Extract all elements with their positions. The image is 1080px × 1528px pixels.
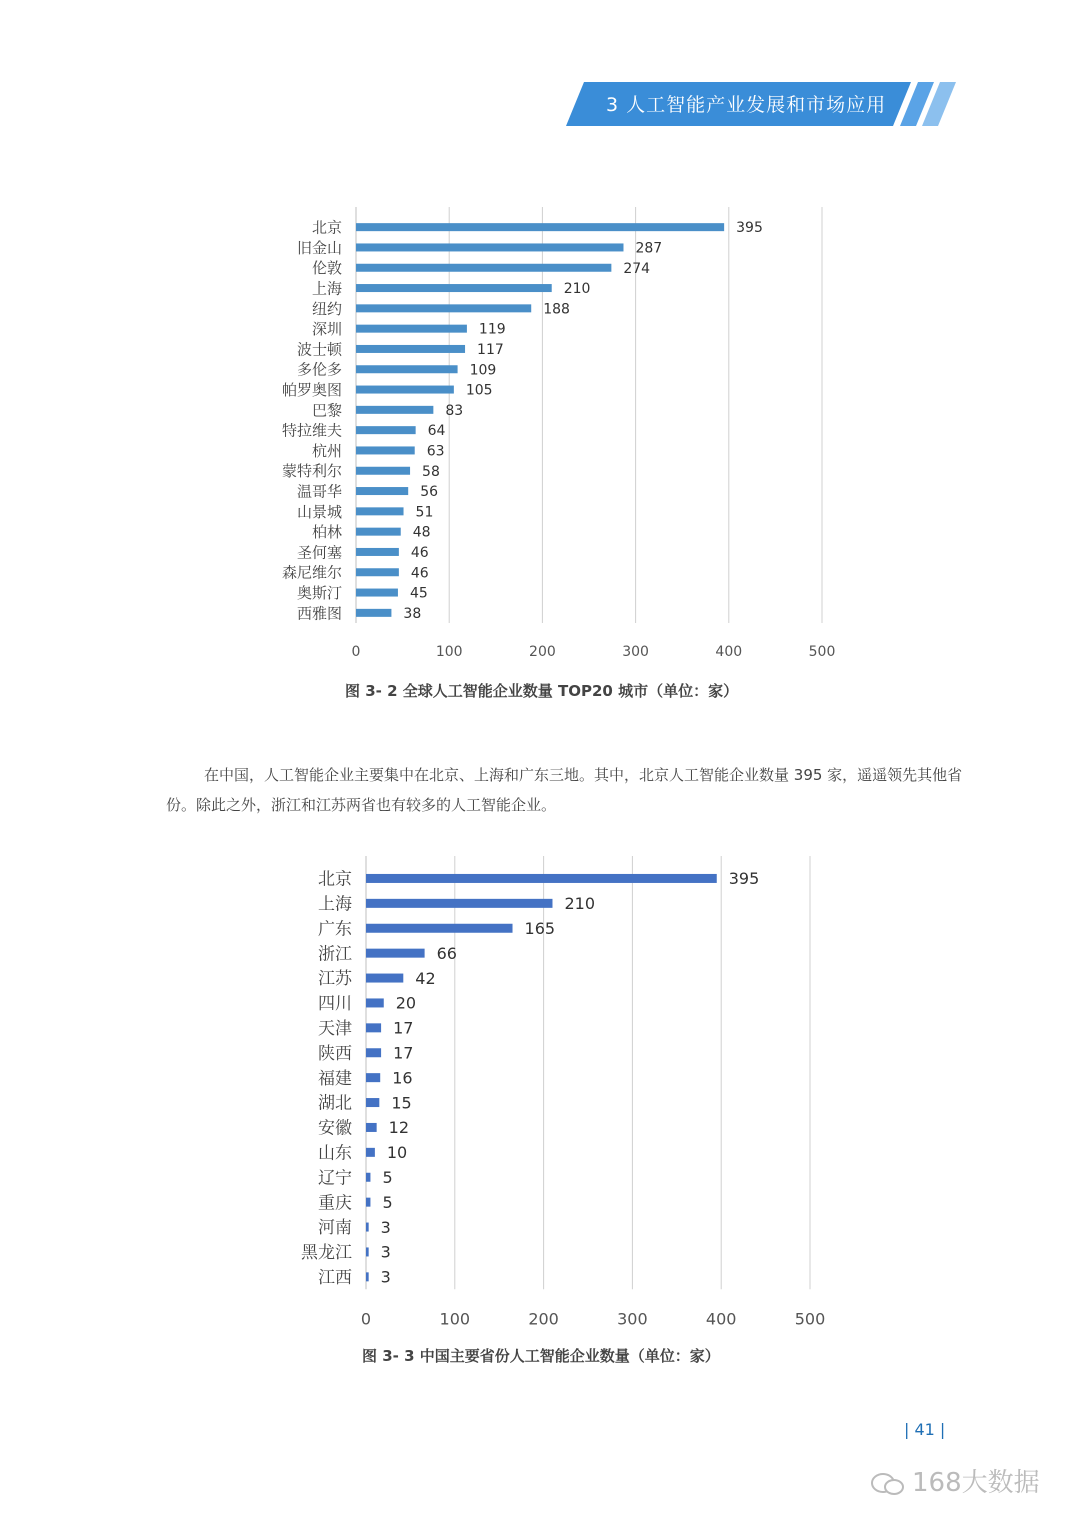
category-label: 北京 [311,218,342,237]
category-label: 北京 [318,869,352,890]
category-label: 江西 [318,1267,352,1288]
bar [356,365,458,373]
category-label: 温哥华 [296,482,342,501]
x-tick-label: 0 [351,644,361,660]
data-label: 395 [728,869,760,889]
data-label: 64 [427,423,446,440]
data-label: 3 [380,1242,391,1262]
bar [356,446,415,454]
bar [356,426,416,434]
category-label: 纽约 [311,299,342,318]
data-label: 48 [412,524,431,541]
data-label: 15 [391,1093,412,1113]
category-label: 杭州 [311,441,342,460]
bar [356,243,623,251]
bar [366,874,717,883]
page-number: | 41 | [904,1420,946,1439]
bar [366,1123,377,1132]
data-label: 274 [623,260,651,277]
bar [366,1272,369,1281]
category-label: 特拉维夫 [281,421,342,440]
province-bar-chart [0,855,1080,1325]
data-label: 17 [393,1043,414,1063]
category-label: 广东 [318,919,352,940]
bar [356,568,399,576]
bar [356,325,467,333]
data-label: 38 [403,605,422,622]
data-label: 3 [380,1267,391,1287]
x-tick-label: 200 [529,644,556,660]
category-label: 森尼维尔 [281,563,342,582]
data-label: 109 [469,362,497,379]
category-label: 蒙特利尔 [281,462,342,481]
category-label: 山东 [318,1143,352,1164]
bar [366,1098,379,1107]
category-label: 深圳 [311,320,342,339]
data-label: 51 [415,504,434,521]
bar [356,406,433,414]
data-label: 119 [478,321,506,338]
bar [356,487,408,495]
category-label: 多伦多 [296,360,342,379]
category-label: 天津 [318,1018,352,1039]
category-label: 波士顿 [296,340,342,359]
bar [356,264,611,272]
bar [366,1048,381,1057]
bar [366,1148,375,1157]
bar [366,1173,370,1182]
data-label: 5 [382,1192,393,1212]
category-label: 黑龙江 [301,1243,352,1264]
x-tick-label: 500 [794,1309,826,1325]
category-label: 西雅图 [296,604,342,623]
chart1-caption: 图 3- 2 全球人工智能企业数量 TOP20 城市（单位：家） [345,682,739,700]
data-label: 12 [388,1118,410,1138]
bar [366,1247,369,1256]
bar [366,924,513,933]
data-label: 395 [736,220,763,237]
bar [366,998,384,1007]
bar [356,304,531,312]
data-label: 66 [436,943,457,963]
bar [356,589,398,597]
category-label: 帕罗奥图 [281,380,342,399]
data-label: 83 [445,402,464,419]
category-label: 重庆 [318,1193,352,1214]
data-label: 188 [543,301,570,318]
bar [366,1023,381,1032]
category-label: 山景城 [296,502,342,521]
category-label: 河南 [318,1218,352,1239]
category-label: 上海 [311,279,342,298]
x-tick-label: 0 [360,1309,372,1325]
data-label: 287 [635,240,663,257]
data-label: 210 [563,281,591,298]
data-label: 105 [465,382,493,399]
data-label: 17 [393,1018,414,1038]
category-label: 柏林 [311,523,342,542]
category-label: 上海 [318,894,352,915]
data-label: 10 [386,1143,408,1163]
x-tick-label: 100 [435,644,463,660]
bar [356,223,724,231]
data-label: 117 [477,341,504,358]
data-label: 210 [564,894,596,914]
wechat-icon [870,1472,906,1496]
bar [366,899,552,908]
data-label: 58 [422,463,440,480]
category-label: 圣何塞 [296,543,342,562]
watermark-text: 168大数据 [912,1468,1040,1498]
data-label: 3 [380,1217,391,1237]
bar [356,507,404,515]
category-label: 巴黎 [311,401,342,420]
header-title: 3 人工智能产业发展和市场应用 [606,94,887,116]
watermark [870,1462,1040,1499]
x-tick-label: 500 [808,644,836,660]
category-label: 旧金山 [296,238,342,257]
category-label: 四川 [318,994,352,1015]
x-tick-label: 300 [622,644,649,660]
bar [356,345,465,353]
category-label: 福建 [318,1068,352,1089]
data-label: 56 [420,484,439,501]
bar [356,609,391,617]
data-label: 16 [392,1068,413,1088]
x-tick-label: 100 [439,1309,471,1325]
bar [366,974,403,983]
bar [366,1223,369,1232]
data-label: 5 [382,1168,393,1188]
bar [356,548,399,556]
bar [356,386,454,394]
data-label: 165 [524,919,556,939]
category-label: 安徽 [318,1118,352,1139]
bar [366,1198,370,1207]
body-paragraph: 在中国，人工智能企业主要集中在北京、上海和广东三地。其中，北京人工智能企业数量 395 家，遥遥领先其他省份。除此之外，浙江和江苏两省也有较多的人工智能企业。 [166,766,963,814]
x-tick-label: 400 [705,1309,737,1325]
x-tick-label: 200 [528,1309,559,1325]
bar [356,528,401,536]
category-label: 浙江 [318,944,352,965]
category-label: 江苏 [318,969,352,990]
category-label: 伦敦 [311,259,342,278]
category-label: 奥斯汀 [296,583,342,602]
category-label: 陕西 [318,1043,352,1064]
data-label: 45 [409,585,428,602]
chart2-caption: 图 3- 3 中国主要省份人工智能企业数量（单位：家） [362,1347,720,1365]
category-label: 辽宁 [318,1168,352,1189]
category-label: 湖北 [318,1093,352,1114]
bar [356,284,552,292]
x-tick-label: 400 [715,644,743,660]
bar [366,949,425,958]
bar [366,1073,380,1082]
data-label: 20 [395,993,417,1013]
data-label: 46 [410,544,429,561]
x-tick-label: 300 [617,1309,648,1325]
bar [356,467,410,475]
data-label: 63 [426,443,445,460]
city-bar-chart [0,200,1080,660]
data-label: 46 [410,565,429,582]
data-label: 42 [415,968,436,988]
